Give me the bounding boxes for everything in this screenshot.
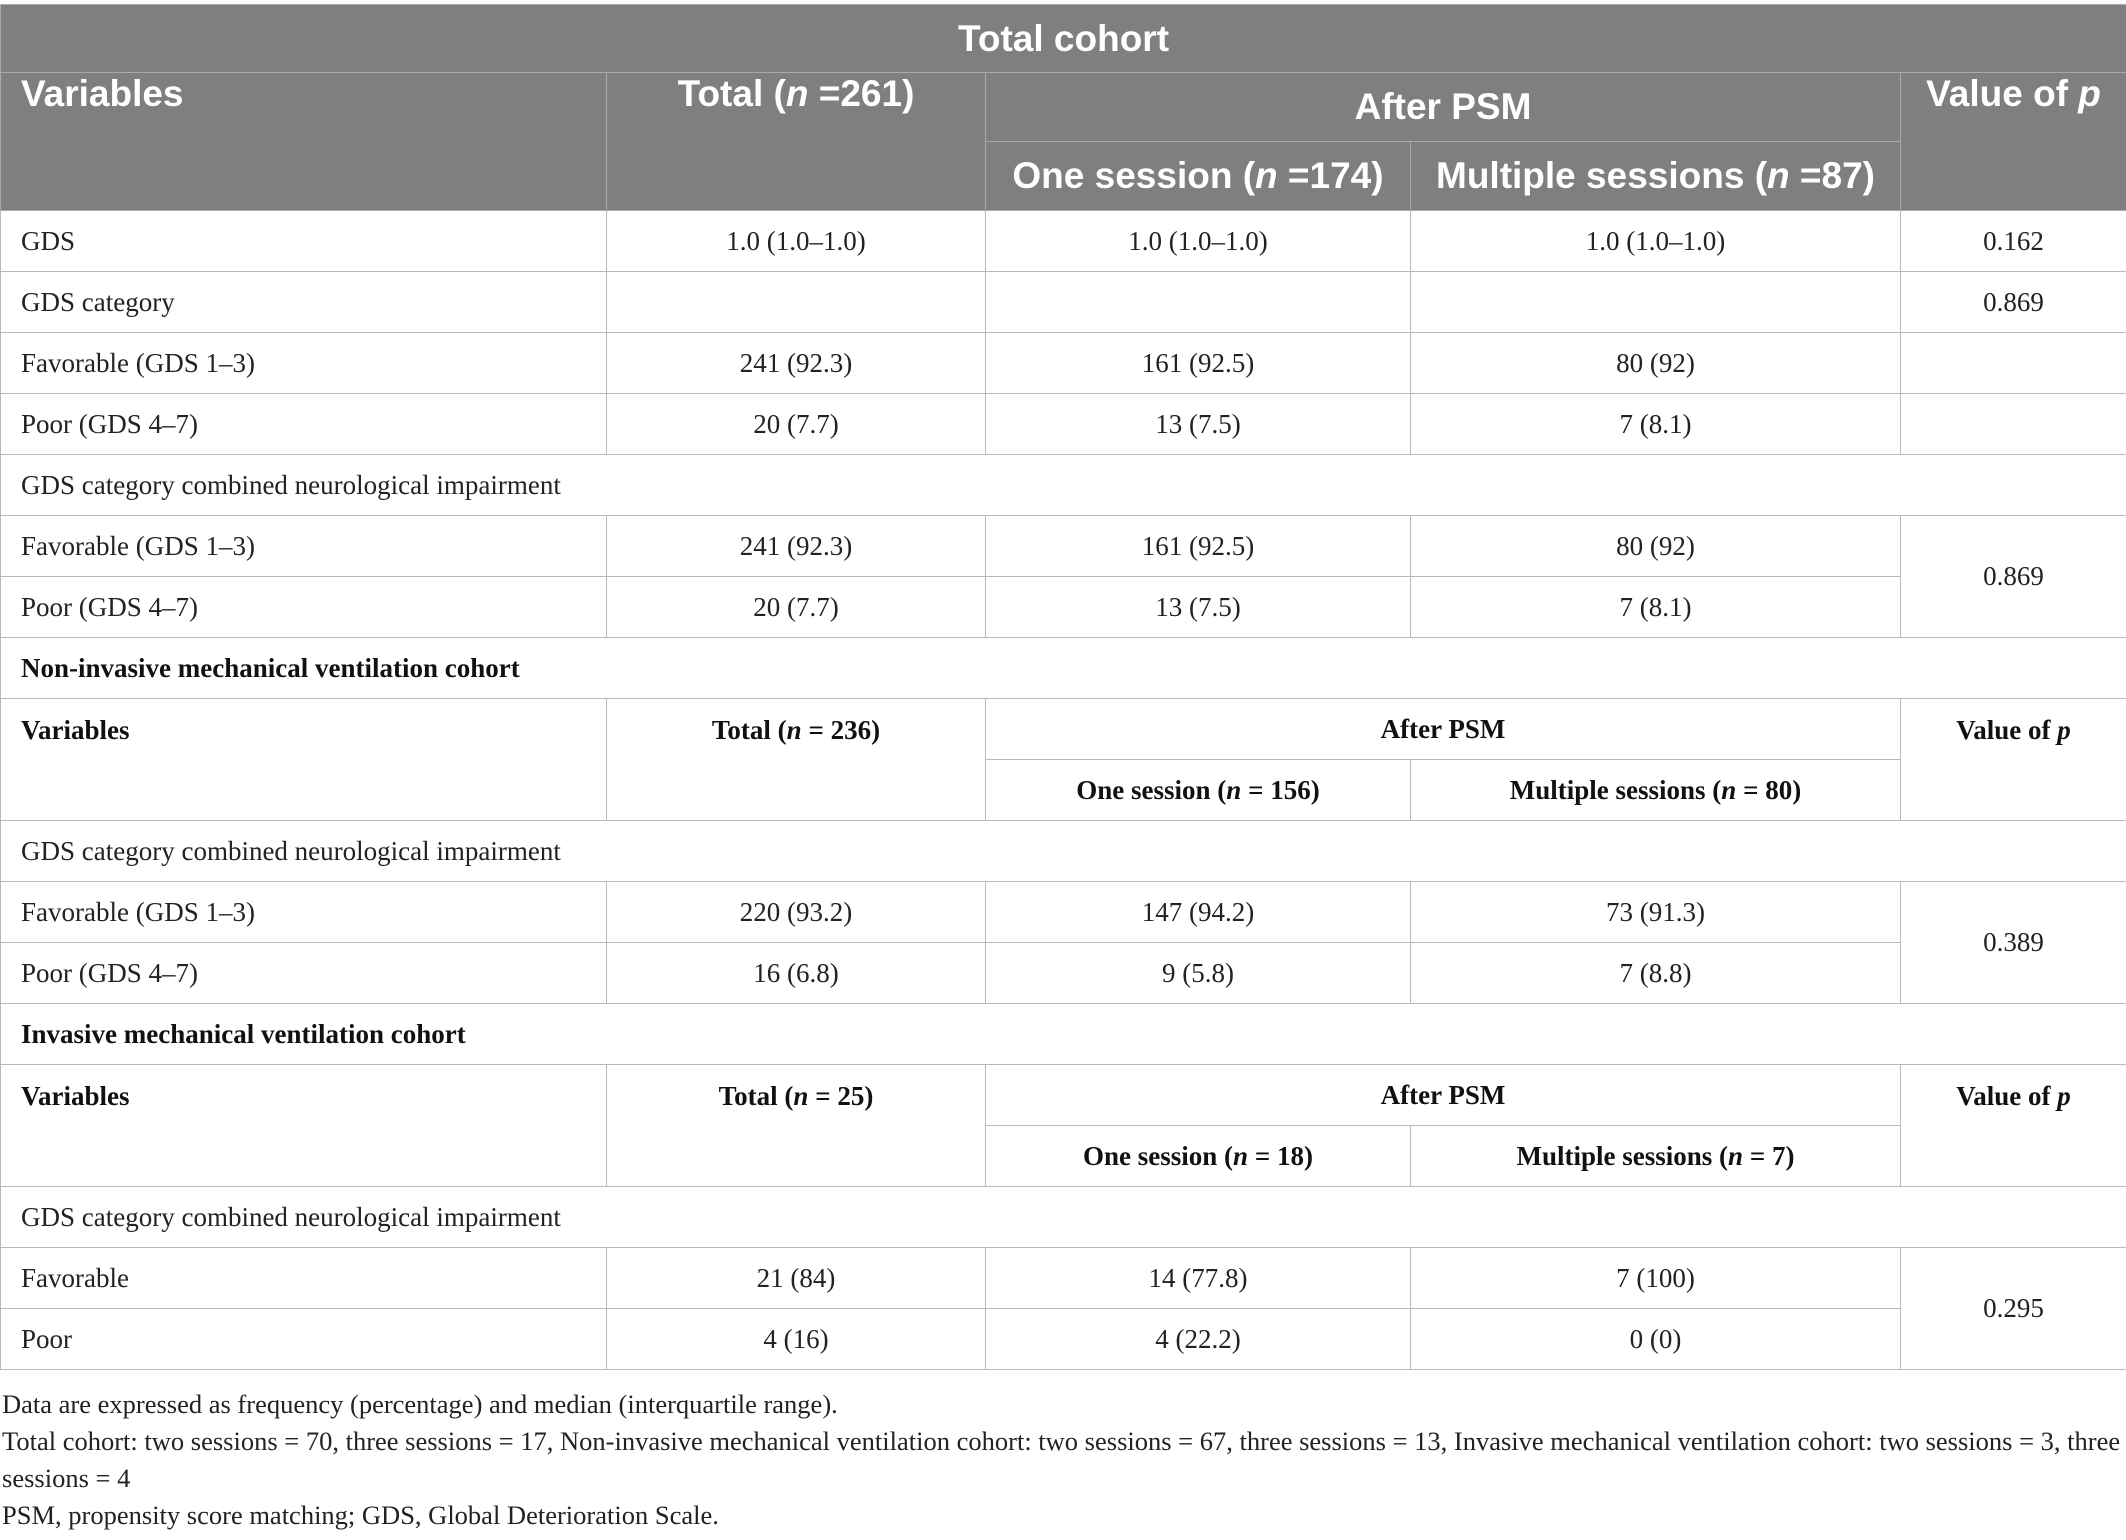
cell-p: 0.869 <box>1901 272 2126 333</box>
header-one-n: n <box>1226 774 1242 805</box>
header-multiple-sessions <box>1411 1126 1901 1187</box>
header-total-count: = 25) <box>808 1081 874 1111</box>
header-one-session <box>986 1126 1411 1187</box>
cell-p: 0.869 <box>1901 516 2126 638</box>
header-pvalue-label: Value of <box>1926 73 2079 114</box>
row-label: Favorable <box>1 1248 607 1309</box>
header-after-psm: After PSM <box>986 699 1901 760</box>
header-multi-count: =87) <box>1789 155 1875 196</box>
header-total-label: Total ( <box>718 1081 794 1111</box>
header-variables: Variables <box>1 699 607 821</box>
cell-multi: 7 (8.1) <box>1411 577 1901 638</box>
table-row <box>1 272 2126 333</box>
header-total-count: =261) <box>808 73 915 114</box>
row-label: Poor (GDS 4–7) <box>1 577 607 638</box>
total-cohort-title-row <box>1 5 2126 73</box>
row-label: GDS category combined neurological impairment <box>1 821 2126 882</box>
header-pvalue <box>1901 1065 2126 1187</box>
header-multi-n: n <box>1721 774 1737 805</box>
header-total <box>607 1065 986 1187</box>
table-row <box>1 333 2126 394</box>
cell-p: 0.295 <box>1901 1248 2126 1370</box>
row-label: GDS category combined neurological impairment <box>1 455 2126 516</box>
cell-p: 0.162 <box>1901 211 2126 272</box>
header-total-n: n <box>793 1081 809 1111</box>
header-one-n: n <box>1233 1140 1249 1171</box>
total-cohort-title: Total cohort <box>1 5 2126 73</box>
cell-total: 20 (7.7) <box>607 577 986 638</box>
cell-one: 13 (7.5) <box>986 577 1411 638</box>
header-pvalue <box>1901 699 2126 821</box>
header-one-label: One session ( <box>1083 1140 1234 1171</box>
cell-total: 16 (6.8) <box>607 943 986 1004</box>
cell-one: 161 (92.5) <box>986 516 1411 577</box>
table-row <box>1 394 2126 455</box>
row-label: Poor (GDS 4–7) <box>1 394 607 455</box>
cell-total: 21 (84) <box>607 1248 986 1309</box>
cell-multi: 0 (0) <box>1411 1309 1901 1370</box>
imv-cohort-title-row <box>1 1004 2126 1065</box>
header-multi-label: Multiple sessions ( <box>1516 1140 1729 1171</box>
header-multi-count: = 7) <box>1743 1140 1795 1171</box>
cell-p <box>1901 333 2126 394</box>
cell-multi: 7 (8.1) <box>1411 394 1901 455</box>
table-row <box>1 882 2126 943</box>
footnote-data-expression: Data are expressed as frequency (percentage) and median (interquartile range). <box>2 1389 838 1419</box>
cell-p <box>1901 394 2126 455</box>
header-multi-n: n <box>1728 1140 1744 1171</box>
header-after-psm: After PSM <box>986 73 1901 142</box>
row-label: Poor (GDS 4–7) <box>1 943 607 1004</box>
row-label: GDS category <box>1 272 607 333</box>
footnote-abbreviations: PSM, propensity score matching; GDS, Global Deterioration Scale. <box>2 1500 719 1530</box>
cell-one: 13 (7.5) <box>986 394 1411 455</box>
row-label: Favorable (GDS 1–3) <box>1 882 607 943</box>
cell-one: 1.0 (1.0–1.0) <box>986 211 1411 272</box>
row-label: Favorable (GDS 1–3) <box>1 333 607 394</box>
table-row <box>1 516 2126 577</box>
header-pvalue-p: p <box>2057 715 2071 745</box>
header-one-label: One session ( <box>1076 774 1227 805</box>
header-pvalue-label: Value of <box>1956 1081 2058 1111</box>
row-label: GDS <box>1 211 607 272</box>
cell-multi: 7 (100) <box>1411 1248 1901 1309</box>
header-total <box>607 73 986 211</box>
imv-cohort-title: Invasive mechanical ventilation cohort <box>1 1004 2126 1065</box>
total-cohort-header-row-1 <box>1 73 2126 142</box>
table-row <box>1 1248 2126 1309</box>
row-label: Favorable (GDS 1–3) <box>1 516 607 577</box>
cell-total: 20 (7.7) <box>607 394 986 455</box>
imv-header-row-1 <box>1 1065 2126 1126</box>
cell-p: 0.389 <box>1901 882 2126 1004</box>
cell-total <box>607 272 986 333</box>
row-label: GDS category combined neurological impairment <box>1 1187 2126 1248</box>
header-multi-label: Multiple sessions ( <box>1436 155 1768 196</box>
header-after-psm: After PSM <box>986 1065 1901 1126</box>
table-row-combined-label <box>1 1187 2126 1248</box>
cell-one: 147 (94.2) <box>986 882 1411 943</box>
cell-one: 14 (77.8) <box>986 1248 1411 1309</box>
cell-one: 4 (22.2) <box>986 1309 1411 1370</box>
header-variables: Variables <box>1 1065 607 1187</box>
table-row <box>1 1309 2126 1370</box>
cell-multi: 80 (92) <box>1411 333 1901 394</box>
header-one-count: =174) <box>1277 155 1384 196</box>
header-pvalue <box>1901 73 2126 211</box>
header-pvalue-label: Value of <box>1956 715 2058 745</box>
cell-multi: 80 (92) <box>1411 516 1901 577</box>
header-one-session <box>986 142 1411 211</box>
niv-cohort-title: Non-invasive mechanical ventilation cohort <box>1 638 2126 699</box>
header-multi-count: = 80) <box>1736 774 1802 805</box>
header-one-count: = 156) <box>1241 774 1320 805</box>
table-row-combined-label <box>1 455 2126 516</box>
cell-total: 1.0 (1.0–1.0) <box>607 211 986 272</box>
header-pvalue-p: p <box>2057 1081 2071 1111</box>
header-one-count: = 18) <box>1248 1140 1313 1171</box>
table-footnotes <box>2 1386 2122 1534</box>
header-pvalue-p: p <box>2078 73 2101 114</box>
cell-multi: 73 (91.3) <box>1411 882 1901 943</box>
header-multi-n: n <box>1767 155 1790 196</box>
header-multi-label: Multiple sessions ( <box>1509 774 1722 805</box>
header-one-session <box>986 760 1411 821</box>
cell-total: 241 (92.3) <box>607 333 986 394</box>
cell-total: 220 (93.2) <box>607 882 986 943</box>
cell-multi <box>1411 272 1901 333</box>
header-one-n: n <box>1255 155 1278 196</box>
header-one-label: One session ( <box>1012 155 1256 196</box>
cell-one: 161 (92.5) <box>986 333 1411 394</box>
niv-cohort-title-row <box>1 638 2126 699</box>
header-total-label: Total ( <box>711 715 787 745</box>
header-multiple-sessions <box>1411 760 1901 821</box>
cell-multi: 1.0 (1.0–1.0) <box>1411 211 1901 272</box>
header-multiple-sessions <box>1411 142 1901 211</box>
cell-one: 9 (5.8) <box>986 943 1411 1004</box>
header-total-n: n <box>785 73 809 114</box>
results-table <box>0 4 2126 1370</box>
header-variables: Variables <box>1 73 607 211</box>
footnote-session-counts: Total cohort: two sessions = 70, three sessions = 17, Non-invasive mechanical ventilation cohort: two sessions = 67, three sessions = 13, Invasive mechanical ventilation cohort: two sessions = 3, three sessions = 4 <box>2 1426 2121 1493</box>
row-label: Poor <box>1 1309 607 1370</box>
table-row <box>1 211 2126 272</box>
table-row-combined-label <box>1 821 2126 882</box>
header-total-n: n <box>786 715 802 745</box>
header-total-count: = 236) <box>801 715 881 745</box>
table-row <box>1 577 2126 638</box>
cell-total: 4 (16) <box>607 1309 986 1370</box>
niv-header-row-1 <box>1 699 2126 760</box>
cell-multi: 7 (8.8) <box>1411 943 1901 1004</box>
table-row <box>1 943 2126 1004</box>
header-total-label: Total ( <box>677 73 786 114</box>
cell-total: 241 (92.3) <box>607 516 986 577</box>
cell-one <box>986 272 1411 333</box>
header-total <box>607 699 986 821</box>
